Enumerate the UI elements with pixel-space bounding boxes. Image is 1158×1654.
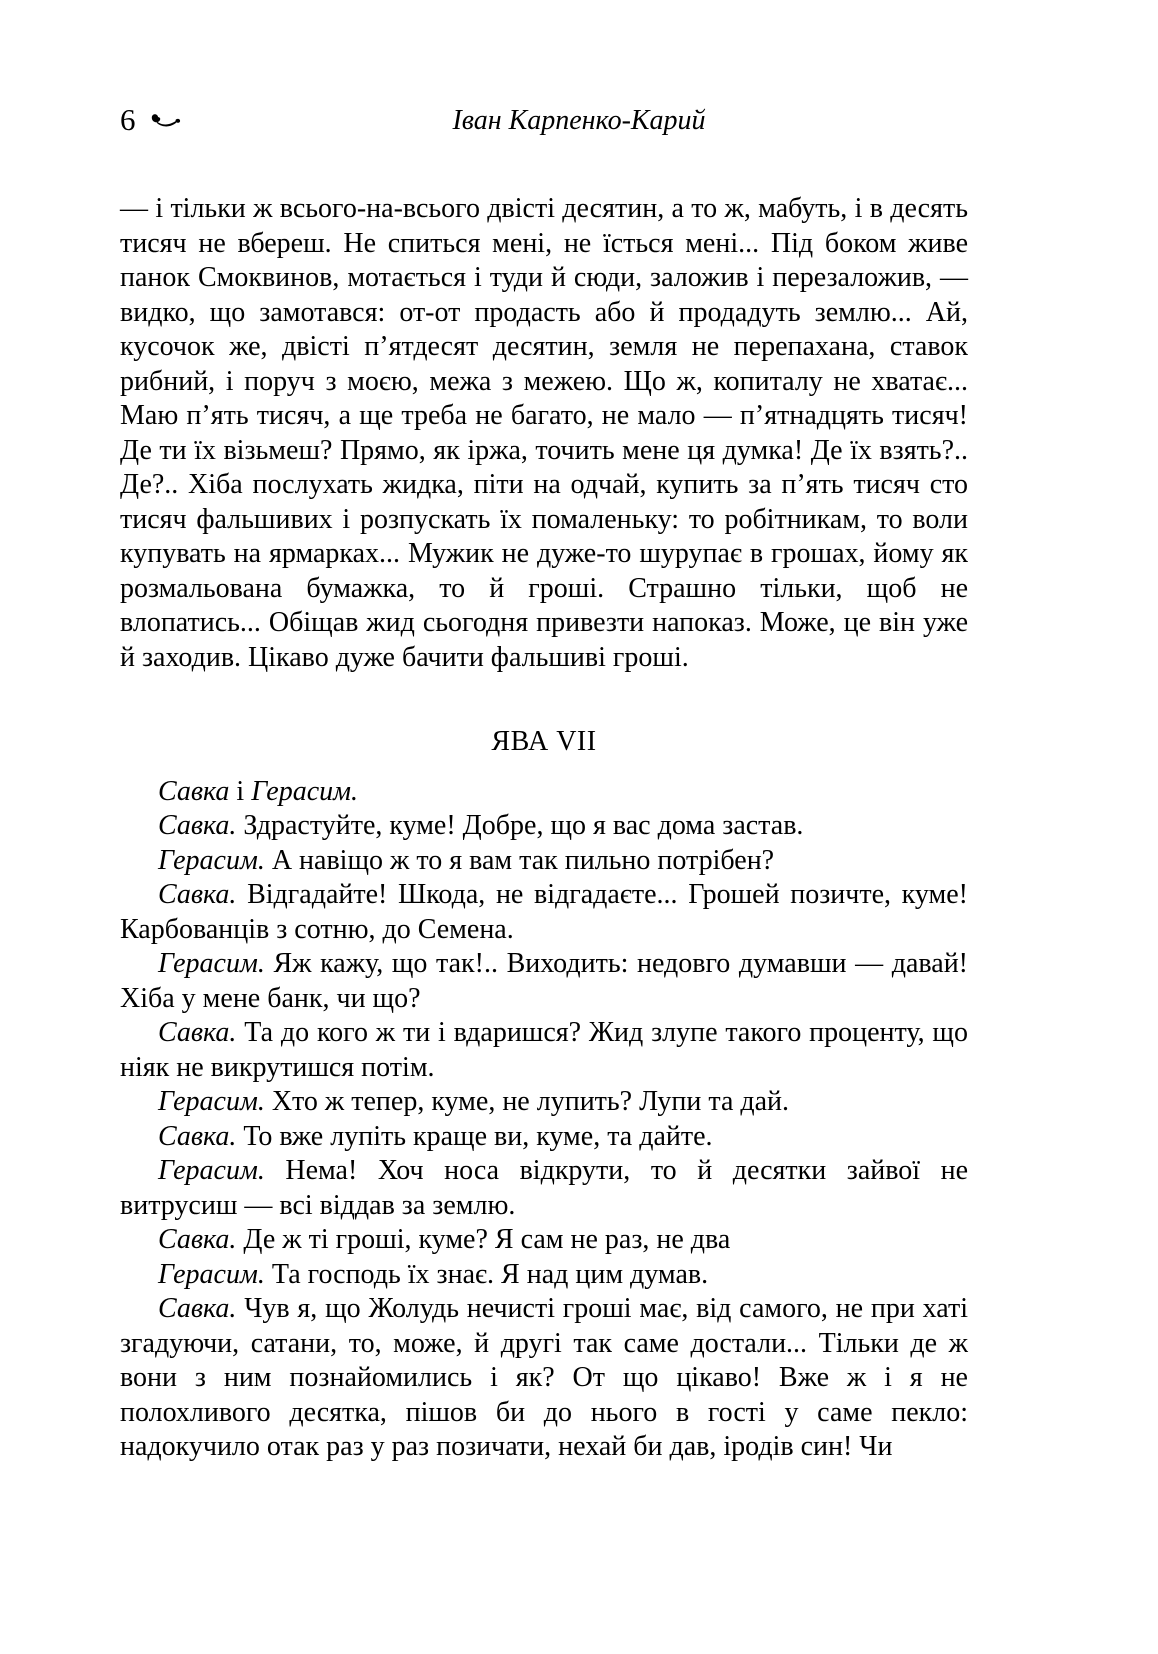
dialogue-text: Хто ж тепер, куме, не лупить? Лупи та дай. <box>264 1086 790 1117</box>
dialogue-line <box>120 1016 968 1085</box>
dialogue-text: А навіщо ж то я вам так пильно потрібен? <box>264 844 775 876</box>
scene-heading: ЯВА VII <box>491 726 597 757</box>
dialogue-line <box>120 1223 968 1258</box>
dialogue-text: Відгадайте! Шкода, не відгадаєте... Грошей позичте, куме! Карбованців з сотню, до Семена. <box>120 879 968 945</box>
dialogue-text: Де ж ті гроші, куме? Я сам не раз, не два <box>236 1224 731 1255</box>
dialogue-line <box>120 1154 968 1223</box>
speaker-name: Савка. <box>158 879 237 910</box>
speaker-name: Савка. <box>158 1120 237 1152</box>
speaker-name: Савка. <box>158 1293 237 1324</box>
dialogue-line <box>120 878 968 947</box>
speaker-name: Герасим. <box>158 844 265 876</box>
dialogue-line <box>120 1085 968 1120</box>
dialogue-text: Та до кого ж ти і вдаришся? Жид злупе такого проценту, що ніяк не викрутишся потім. <box>120 1017 968 1083</box>
dialogue-line <box>120 809 968 844</box>
speaker-name: Савка. <box>158 1224 237 1255</box>
cast-name-b: Герасим. <box>251 775 359 807</box>
dialogue-line <box>120 947 968 1016</box>
page-text <box>120 192 968 1465</box>
speaker-name: Савка. <box>158 1017 237 1048</box>
speaker-name: Герасим. <box>158 1086 265 1117</box>
dialogue-line <box>120 1120 968 1155</box>
speaker-name: Савка. <box>158 810 237 841</box>
page-number: 6 <box>120 102 136 137</box>
dialogue-line <box>120 844 968 879</box>
speaker-name: Герасим. <box>158 1155 265 1186</box>
cast-conjunction: і <box>229 775 252 807</box>
cast-line <box>120 775 968 810</box>
running-title: Іван Карпенко-Карий <box>452 105 706 136</box>
dialogue-text: Здрастуйте, куме! Добре, що я вас дома застав. <box>236 810 804 841</box>
dialogue-text: Та господь їх знає. Я над цим думав. <box>264 1258 709 1290</box>
dialogue-text: Нема! Хоч носа відкрути, то й десятки зайвої не витрусиш — всі віддав за землю. <box>120 1155 968 1221</box>
dialogue-text: Чув я, що Жолудь нечисті гроші має, від самого, не при хаті згадуючи, сатани, то, може, й другі так саме достали... Тільки де ж вони з ним познайомились і як? От що цікаво! Вже ж і я не полохливого десятка, пішов би до нього в гості у саме пекло: надокучило отак раз у раз позичати, нехай би дав, іродів син! Чи <box>120 1293 968 1462</box>
dialogue-line <box>120 1292 968 1465</box>
speaker-name: Герасим. <box>158 948 265 979</box>
dialogue-text: Яж кажу, що так!.. Виходить: недовго думавши — давай! Хіба у мене банк, чи що? <box>120 948 968 1014</box>
monologue-paragraph: — і тільки ж всього-на-всього двісті десятин, а то ж, мабуть, і в десять тисяч не вбереш. Не спиться мені, не їсться мені... Під боком живе панок Смоквинов, мотається і туди й сюди, заложив і перезаложив, — видко, що замотався: от-от продасть або й продадуть землю... Ай, кусочок же, двісті п’ятдесят десятин, земля не перепахана, ставок рибний, і поруч з моєю, межа з межею. Що ж, копиталу не хватає... Маю п’ять тисяч, а ще треба не багато, не мало — п’ятнадцять тисяч! Де ти їх візьмеш? Прямо, як іржа, точить мене ця думка! Де їх взять?.. Де?.. Хіба послухать жидка, піти на одчай, купить за п’ять тисяч сто тисяч фальшивих і розпускать їх помаленьку: то робітникам, то воли купувать на ярмарках... Мужик не дуже-то шурупає в грошах, йому як розмальована бумажка, то й гроші. Страшно тільки, щоб не влопатись... Обіщав жид сьогодня привезти напоказ. Може, це він уже й заходив. Цікаво дуже бачити фальшиві гроші. <box>120 193 968 673</box>
cast-name-a: Савка <box>158 775 230 807</box>
page-header <box>0 103 1158 143</box>
speaker-name: Герасим. <box>158 1258 265 1290</box>
dialogue-text: То вже лупіть краще ви, куме, та дайте. <box>236 1120 713 1152</box>
dialogue-line <box>120 1258 968 1293</box>
